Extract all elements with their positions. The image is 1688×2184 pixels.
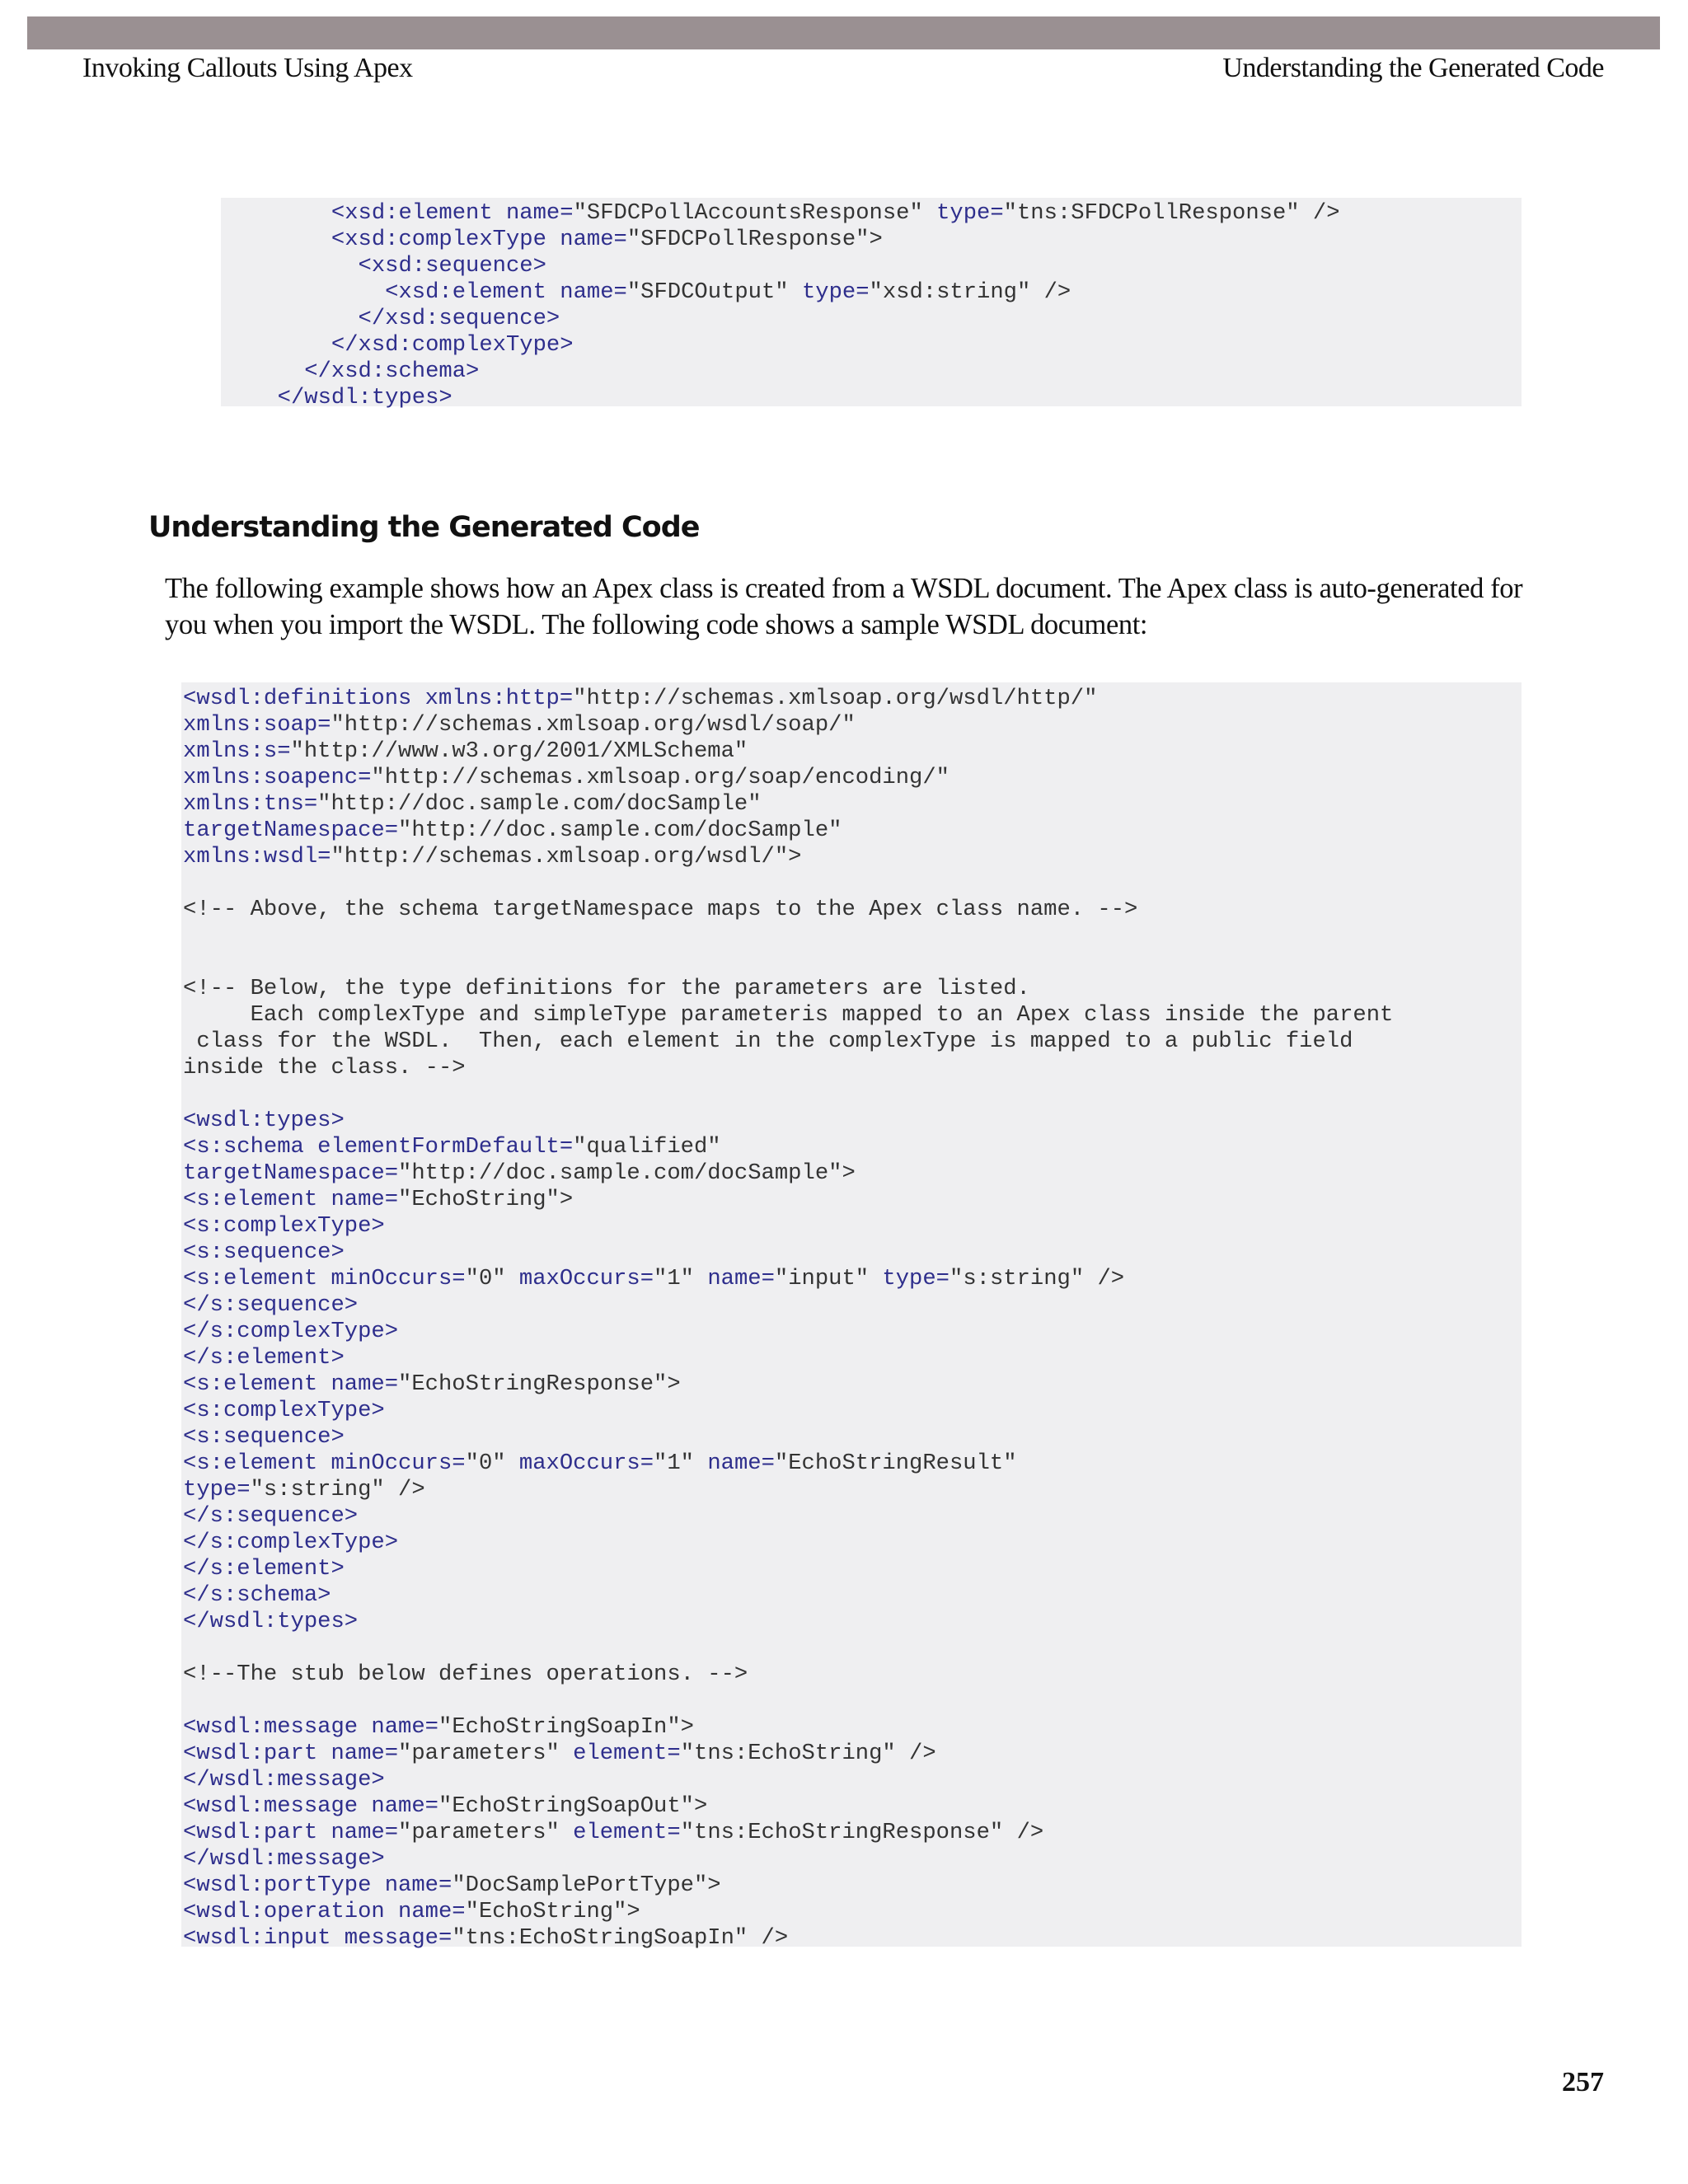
code-value: "parameters" (398, 1741, 574, 1766)
code-keyword: xmlns:soap= (183, 712, 331, 738)
code-value: "http://schemas.xmlsoap.org/wsdl/http/" (573, 686, 1098, 711)
code-line (183, 1503, 1393, 1530)
code-comment: Each complexType and simpleType parameteris mapped to an Apex class inside the parent (183, 1002, 1394, 1028)
top-banner (27, 16, 1660, 49)
code-value: "s:string" /> (250, 1477, 425, 1502)
code-line (183, 1793, 1393, 1820)
code-value: "SFDCOutput" (626, 279, 802, 305)
code-value: "input" (774, 1266, 883, 1291)
code-keyword: name= (707, 1266, 775, 1291)
code-block-xsd-schema-tail (221, 198, 1522, 410)
code-keyword: <s:element name= (183, 1371, 399, 1397)
code-keyword: <wsdl:part name= (183, 1741, 399, 1766)
code-line (183, 1345, 1393, 1371)
code-value: "tns:EchoStringResponse" /> (680, 1820, 1044, 1845)
code-keyword: <xsd:sequence> (251, 253, 546, 279)
code-line (183, 1213, 1393, 1240)
code-value: "EchoStringSoapIn"> (438, 1714, 694, 1740)
code-line (183, 1635, 1393, 1661)
code-keyword: </s:element> (183, 1556, 345, 1582)
code-keyword: <s:sequence> (183, 1240, 345, 1265)
code-keyword: </s:complexType> (183, 1319, 399, 1344)
code-keyword: </s:sequence> (183, 1292, 359, 1318)
code-keyword: targetNamespace= (183, 818, 399, 843)
code-line (251, 306, 1340, 332)
code-keyword: xmlns:tns= (183, 791, 318, 817)
code-value: "EchoString"> (465, 1899, 640, 1924)
code-line (183, 1767, 1393, 1793)
code-keyword: maxOccurs= (518, 1266, 654, 1291)
code-keyword: type= (936, 200, 1004, 226)
code-value: "tns:EchoStringSoapIn" /> (452, 1925, 789, 1951)
code-line (183, 1081, 1393, 1108)
code-keyword: </xsd:complexType> (251, 332, 574, 358)
code-value: "qualified" (573, 1134, 721, 1160)
intro-paragraph: The following example shows how an Apex class is created from a WSDL document. The Apex class is auto-generated for you when you import the WSDL. The following code shows a sample WSDL document: (165, 573, 1523, 640)
code-line (183, 1319, 1393, 1345)
code-value: "http://schemas.xmlsoap.org/wsdl/"> (331, 844, 802, 869)
code-value: "1" (654, 1266, 708, 1291)
code-keyword: maxOccurs= (518, 1451, 654, 1476)
code-keyword: <wsdl:message name= (183, 1793, 438, 1819)
code-value: "EchoStringResponse"> (398, 1371, 681, 1397)
code-line (183, 1055, 1393, 1081)
code-keyword: <wsdl:portType name= (183, 1872, 452, 1898)
code-value: "EchoStringResult" (774, 1451, 1017, 1476)
running-header-section: Understanding the Generated Code (1222, 53, 1604, 83)
code-line (183, 1477, 1393, 1503)
code-keyword: <s:sequence> (183, 1424, 345, 1450)
code-comment: <!--The stub below defines operations. --> (183, 1661, 748, 1687)
code-keyword: <xsd:element name= (251, 279, 627, 305)
code-keyword: </wsdl:message> (183, 1846, 385, 1872)
code-value: "s:string" /> (950, 1266, 1125, 1291)
code-keyword: <s:schema elementFormDefault= (183, 1134, 574, 1160)
code-line (251, 227, 1340, 253)
code-line (183, 1108, 1393, 1134)
code-line (183, 1029, 1393, 1055)
code-keyword: <wsdl:definitions xmlns:http= (183, 686, 574, 711)
code-line (183, 1398, 1393, 1424)
code-value: "1" (654, 1451, 708, 1476)
code-value: "0" (465, 1451, 519, 1476)
code-keyword: </s:element> (183, 1345, 345, 1371)
code-value: "EchoString"> (398, 1187, 574, 1212)
code-line (183, 738, 1393, 765)
code-line (251, 279, 1340, 306)
code-value: "http://schemas.xmlsoap.org/wsdl/soap/" (331, 712, 856, 738)
code-value: "SFDCPollAccountsResponse" (573, 200, 937, 226)
code-line (251, 332, 1340, 359)
code-line (251, 200, 1340, 227)
code-keyword: </s:complexType> (183, 1530, 399, 1555)
code-keyword: <wsdl:types> (183, 1108, 345, 1133)
code-line (183, 1530, 1393, 1556)
code-keyword: </wsdl:message> (183, 1767, 385, 1793)
code-comment: inside the class. --> (183, 1055, 466, 1080)
code-value: "http://doc.sample.com/docSample"> (398, 1160, 856, 1186)
code-line (183, 686, 1393, 712)
code-comment: class for the WSDL. Then, each element in the complexType is mapped to a public field (183, 1029, 1353, 1054)
code-keyword: xmlns:s= (183, 738, 291, 764)
page-number: 257 (1562, 2067, 1604, 2097)
code-line (183, 897, 1393, 923)
code-line (183, 1134, 1393, 1160)
code-line (183, 712, 1393, 738)
code-keyword: <wsdl:operation name= (183, 1899, 466, 1924)
code-line (183, 1371, 1393, 1398)
code-value: "xsd:string" /> (869, 279, 1071, 305)
code-keyword: type= (801, 279, 870, 305)
code-keyword: <wsdl:message name= (183, 1714, 438, 1740)
code-line (183, 1899, 1393, 1925)
code-line (183, 1266, 1393, 1292)
code-keyword: </wsdl:types> (183, 1609, 359, 1634)
code-line (251, 359, 1340, 385)
code-keyword: </s:schema> (183, 1582, 331, 1608)
code-keyword: <xsd:element name= (251, 200, 574, 226)
code-line (183, 1187, 1393, 1213)
code-keyword: <s:complexType> (183, 1398, 385, 1423)
code-keyword: <wsdl:part name= (183, 1820, 399, 1845)
code-line (183, 870, 1393, 897)
code-value: "parameters" (398, 1820, 574, 1845)
code-line (251, 253, 1340, 279)
code-value: "http://doc.sample.com/docSample" (398, 818, 842, 843)
code-line (183, 1688, 1393, 1714)
code-keyword: xmlns:soapenc= (183, 765, 372, 790)
code-keyword: type= (183, 1477, 251, 1502)
code-line (251, 385, 1340, 411)
code-line (183, 1741, 1393, 1767)
code-line (183, 1451, 1393, 1477)
code-value: "tns:EchoString" /> (680, 1741, 936, 1766)
code-line (183, 949, 1393, 976)
code-keyword: element= (573, 1820, 681, 1845)
code-line (183, 1002, 1393, 1029)
code-keyword: type= (882, 1266, 950, 1291)
code-keyword: <s:element name= (183, 1187, 399, 1212)
code-comment: <!-- Above, the schema targetNamespace maps to the Apex class name. --> (183, 897, 1138, 922)
code-line (183, 1820, 1393, 1846)
code-lines (251, 200, 1340, 411)
code-value: "SFDCPollResponse"> (626, 227, 883, 252)
code-value: "0" (465, 1266, 519, 1291)
code-line (183, 765, 1393, 791)
code-block-sample-wsdl (181, 682, 1522, 1951)
code-line (183, 844, 1393, 870)
code-keyword: </xsd:sequence> (251, 306, 560, 331)
code-line (183, 1846, 1393, 1872)
code-keyword: <wsdl:input message= (183, 1925, 452, 1951)
code-line (183, 1556, 1393, 1582)
code-line (183, 1582, 1393, 1609)
code-line (183, 1661, 1393, 1688)
code-line (183, 1160, 1393, 1187)
code-line (183, 976, 1393, 1002)
code-line (183, 1714, 1393, 1741)
code-value: "http://doc.sample.com/docSample" (317, 791, 762, 817)
code-value: "EchoStringSoapOut"> (438, 1793, 708, 1819)
code-keyword: targetNamespace= (183, 1160, 399, 1186)
running-header-chapter: Invoking Callouts Using Apex (82, 53, 413, 83)
code-keyword: </wsdl:types> (251, 385, 452, 410)
code-value: "http://www.w3.org/2001/XMLSchema" (290, 738, 748, 764)
code-keyword: name= (707, 1451, 775, 1476)
code-value: "http://schemas.xmlsoap.org/soap/encoding/" (371, 765, 950, 790)
code-keyword: <s:element minOccurs= (183, 1266, 466, 1291)
code-keyword: element= (573, 1741, 681, 1766)
code-keyword: <xsd:complexType name= (251, 227, 627, 252)
code-keyword: <s:complexType> (183, 1213, 385, 1239)
section-heading: Understanding the Generated Code (148, 511, 700, 544)
code-comment: <!-- Below, the type definitions for the parameters are listed. (183, 976, 1030, 1001)
code-line (183, 1292, 1393, 1319)
code-value: "DocSamplePortType"> (452, 1872, 721, 1898)
code-line (183, 818, 1393, 844)
code-keyword: </s:sequence> (183, 1503, 359, 1529)
code-line (183, 1925, 1393, 1952)
code-line (183, 1872, 1393, 1899)
code-line (183, 923, 1393, 949)
code-line (183, 1609, 1393, 1635)
code-keyword: </xsd:schema> (251, 359, 480, 384)
code-value: "tns:SFDCPollResponse" /> (1003, 200, 1340, 226)
code-line (183, 1240, 1393, 1266)
code-keyword: <s:element minOccurs= (183, 1451, 466, 1476)
code-line (183, 791, 1393, 818)
code-keyword: xmlns:wsdl= (183, 844, 331, 869)
code-line (183, 1424, 1393, 1451)
code-lines (183, 686, 1393, 1952)
